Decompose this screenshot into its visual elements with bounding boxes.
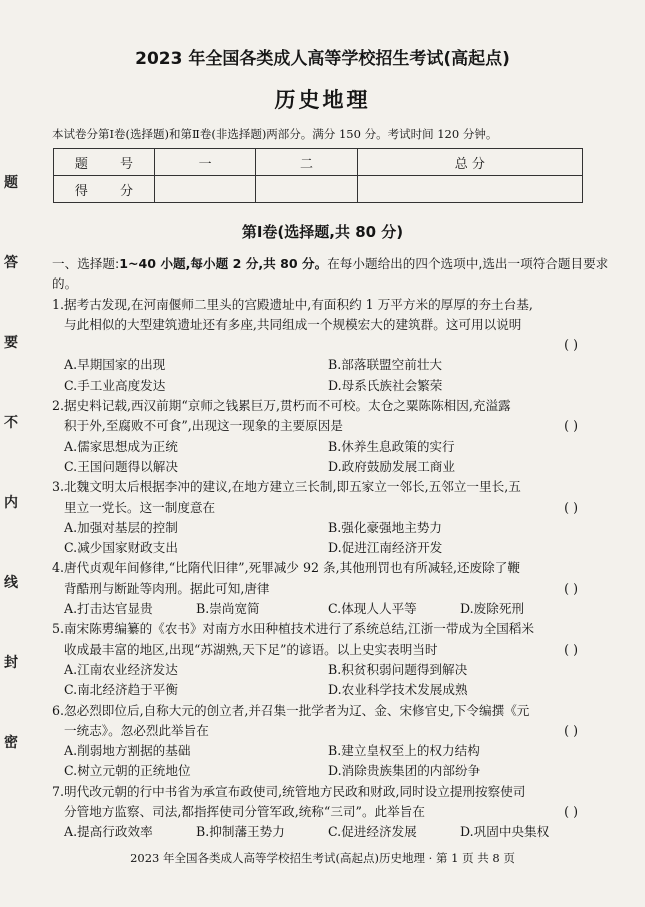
question bbox=[52, 619, 612, 700]
question-stem bbox=[52, 640, 612, 660]
option[interactable]: D.政府鼓励发展工商业 bbox=[328, 458, 455, 474]
score-input-cell[interactable] bbox=[256, 176, 357, 203]
option[interactable]: A.削弱地方割据的基础 bbox=[64, 743, 191, 759]
option[interactable]: D.巩固中央集权 bbox=[460, 824, 550, 840]
exam-title: 2023 年全国各类成人高等学校招生考试(高起点) bbox=[135, 49, 510, 69]
score-cell: 题 号 bbox=[54, 149, 155, 176]
question-stem bbox=[52, 802, 612, 822]
score-table-row bbox=[54, 149, 583, 176]
question-stem-text: 收成最丰富的地区,出现“苏湖熟,天下足”的谚语。以上史实表明当时 bbox=[64, 641, 438, 657]
binding-char: 不 bbox=[4, 415, 18, 431]
part-title: 第Ⅰ卷(选择题,共 80 分) bbox=[241, 223, 404, 241]
score-input-cell[interactable] bbox=[155, 176, 256, 203]
binding-char: 题 bbox=[4, 175, 18, 191]
answer-paren[interactable]: ( ) bbox=[564, 418, 578, 434]
binding-strip bbox=[0, 160, 22, 800]
question bbox=[52, 396, 612, 477]
question bbox=[52, 477, 612, 558]
option[interactable]: C.手工业高度发达 bbox=[64, 377, 166, 393]
question-stem bbox=[52, 721, 612, 741]
option[interactable]: C.树立元朝的正统地位 bbox=[64, 763, 191, 779]
options bbox=[52, 599, 612, 619]
question-stem: 与此相似的大型建筑遗址还有多座,共同组成一个规模宏大的建筑群。这可用以说明 bbox=[64, 316, 522, 332]
section-prefix: 一、选择题: bbox=[52, 256, 120, 271]
option[interactable]: A.早期国家的出现 bbox=[64, 357, 166, 373]
option[interactable]: A.江南农业经济发达 bbox=[64, 661, 178, 677]
question-stem bbox=[52, 416, 612, 436]
options bbox=[52, 437, 612, 478]
question-stem: 7.明代改元朝的行中书省为承宣布政使司,统管地方民政和财政,同时设立提刑按察使司 bbox=[52, 783, 526, 799]
binding-char: 密 bbox=[4, 735, 18, 751]
question-stem-text: 分管地方监察、司法,都指挥使司分管军政,统称“三司”。此举旨在 bbox=[64, 804, 425, 820]
score-input-cell[interactable] bbox=[357, 176, 582, 203]
option[interactable]: B.强化豪强地主势力 bbox=[328, 519, 443, 535]
question-list bbox=[52, 254, 612, 843]
option[interactable]: C.促进经济发展 bbox=[328, 824, 417, 840]
options bbox=[52, 822, 612, 842]
score-table bbox=[53, 148, 583, 203]
exam-instructions: 本试卷分第Ⅰ卷(选择题)和第Ⅱ卷(非选择题)两部分。满分 150 分。考试时间 120 分钟。 bbox=[52, 127, 498, 141]
option[interactable]: D.废除死刑 bbox=[460, 601, 525, 617]
option[interactable]: B.崇尚宽简 bbox=[196, 601, 260, 617]
score-table-row bbox=[54, 176, 583, 203]
binding-char: 要 bbox=[4, 335, 18, 351]
options bbox=[52, 741, 612, 782]
answer-paren[interactable]: ( ) bbox=[564, 337, 578, 353]
binding-char: 内 bbox=[4, 495, 18, 511]
section-rule: 在每小题给出的四个选项中,选出一项符合题目要求的。 bbox=[52, 256, 609, 292]
score-cell: 总 分 bbox=[357, 149, 582, 176]
question-stem: 3.北魏文明太后根据李冲的建议,在地方建立三长制,即五家立一邻长,五邻立一里长,五 bbox=[52, 479, 521, 495]
question-stem bbox=[52, 498, 612, 518]
option[interactable]: D.促进江南经济开发 bbox=[328, 540, 443, 556]
option[interactable]: A.加强对基层的控制 bbox=[64, 519, 178, 535]
question-stem-text: 积于外,至腐败不可食”,出现这一现象的主要原因是 bbox=[64, 418, 343, 434]
answer-paren[interactable]: ( ) bbox=[564, 499, 578, 515]
score-cell: 二 bbox=[256, 149, 357, 176]
binding-char: 线 bbox=[4, 575, 18, 591]
option[interactable]: B.休养生息政策的实行 bbox=[328, 438, 455, 454]
question-stem: 1.据考古发现,在河南偃师二里头的宫殿遗址中,有面积约 1 万平方米的厚厚的夯土台基, bbox=[52, 296, 533, 312]
question-stem bbox=[52, 579, 612, 599]
option[interactable]: B.积贫积弱问题得到解决 bbox=[328, 661, 468, 677]
answer-paren[interactable]: ( ) bbox=[564, 804, 578, 820]
question-stem: 4.唐代贞观年间修律,“比隋代旧律”,死罪减少 92 条,其他刑罚也有所减轻,还废除了鞭 bbox=[52, 560, 520, 576]
score-cell: 得 分 bbox=[54, 176, 155, 203]
option[interactable]: D.母系氏族社会繁荣 bbox=[328, 377, 443, 393]
answer-paren[interactable]: ( ) bbox=[564, 641, 578, 657]
options bbox=[52, 355, 612, 396]
options bbox=[52, 518, 612, 559]
option[interactable]: A.儒家思想成为正统 bbox=[64, 438, 178, 454]
option[interactable]: C.王国问题得以解决 bbox=[64, 458, 178, 474]
option[interactable]: B.部落联盟空前壮大 bbox=[328, 357, 443, 373]
question-stem-text: 一统志》。忽必烈此举旨在 bbox=[64, 722, 209, 738]
answer-paren[interactable]: ( ) bbox=[564, 722, 578, 738]
section-scoring: 1~40 小题,每小题 2 分,共 80 分。 bbox=[119, 256, 328, 271]
question-stem: 6.忽必烈即位后,自称大元的创立者,并召集一批学者为辽、金、宋修官史,下令编撰《元 bbox=[52, 702, 530, 718]
option[interactable]: D.农业科学技术发展成熟 bbox=[328, 682, 468, 698]
page-footer: 2023 年全国各类成人高等学校招生考试(高起点)历史地理 · 第 1 页 共 8 页 bbox=[130, 851, 515, 865]
subject-title: 历史地理 bbox=[274, 88, 371, 112]
option[interactable]: C.减少国家财政支出 bbox=[64, 540, 178, 556]
options bbox=[52, 660, 612, 701]
section-instructions bbox=[52, 254, 612, 295]
option[interactable]: C.体现人人平等 bbox=[328, 601, 417, 617]
question-stem-text: 里立一党长。这一制度意在 bbox=[64, 499, 216, 515]
question-stem: 2.据史料记载,西汉前期“京师之钱累巨万,贯朽而不可校。太仓之粟陈陈相因,充溢露 bbox=[52, 398, 511, 414]
question bbox=[52, 782, 612, 843]
option[interactable]: C.南北经济趋于平衡 bbox=[64, 682, 178, 698]
answer-paren[interactable]: ( ) bbox=[564, 580, 578, 596]
question-stem: 5.南宋陈旉编纂的《农书》对南方水田种植技术进行了系统总结,江浙一带成为全国稻米 bbox=[52, 621, 534, 637]
question bbox=[52, 295, 612, 396]
option[interactable]: B.建立皇权至上的权力结构 bbox=[328, 743, 480, 759]
score-cell: 一 bbox=[155, 149, 256, 176]
option[interactable]: B.抑制藩王势力 bbox=[196, 824, 285, 840]
question bbox=[52, 701, 612, 782]
question bbox=[52, 558, 612, 619]
question-stem-text: 背酷刑与断趾等肉刑。据此可知,唐律 bbox=[64, 580, 270, 596]
binding-char: 封 bbox=[4, 655, 18, 671]
option[interactable]: A.打击达官显贵 bbox=[64, 601, 153, 617]
option[interactable]: D.消除贵族集团的内部纷争 bbox=[328, 763, 481, 779]
option[interactable]: A.提高行政效率 bbox=[64, 824, 153, 840]
binding-char: 答 bbox=[4, 255, 18, 271]
